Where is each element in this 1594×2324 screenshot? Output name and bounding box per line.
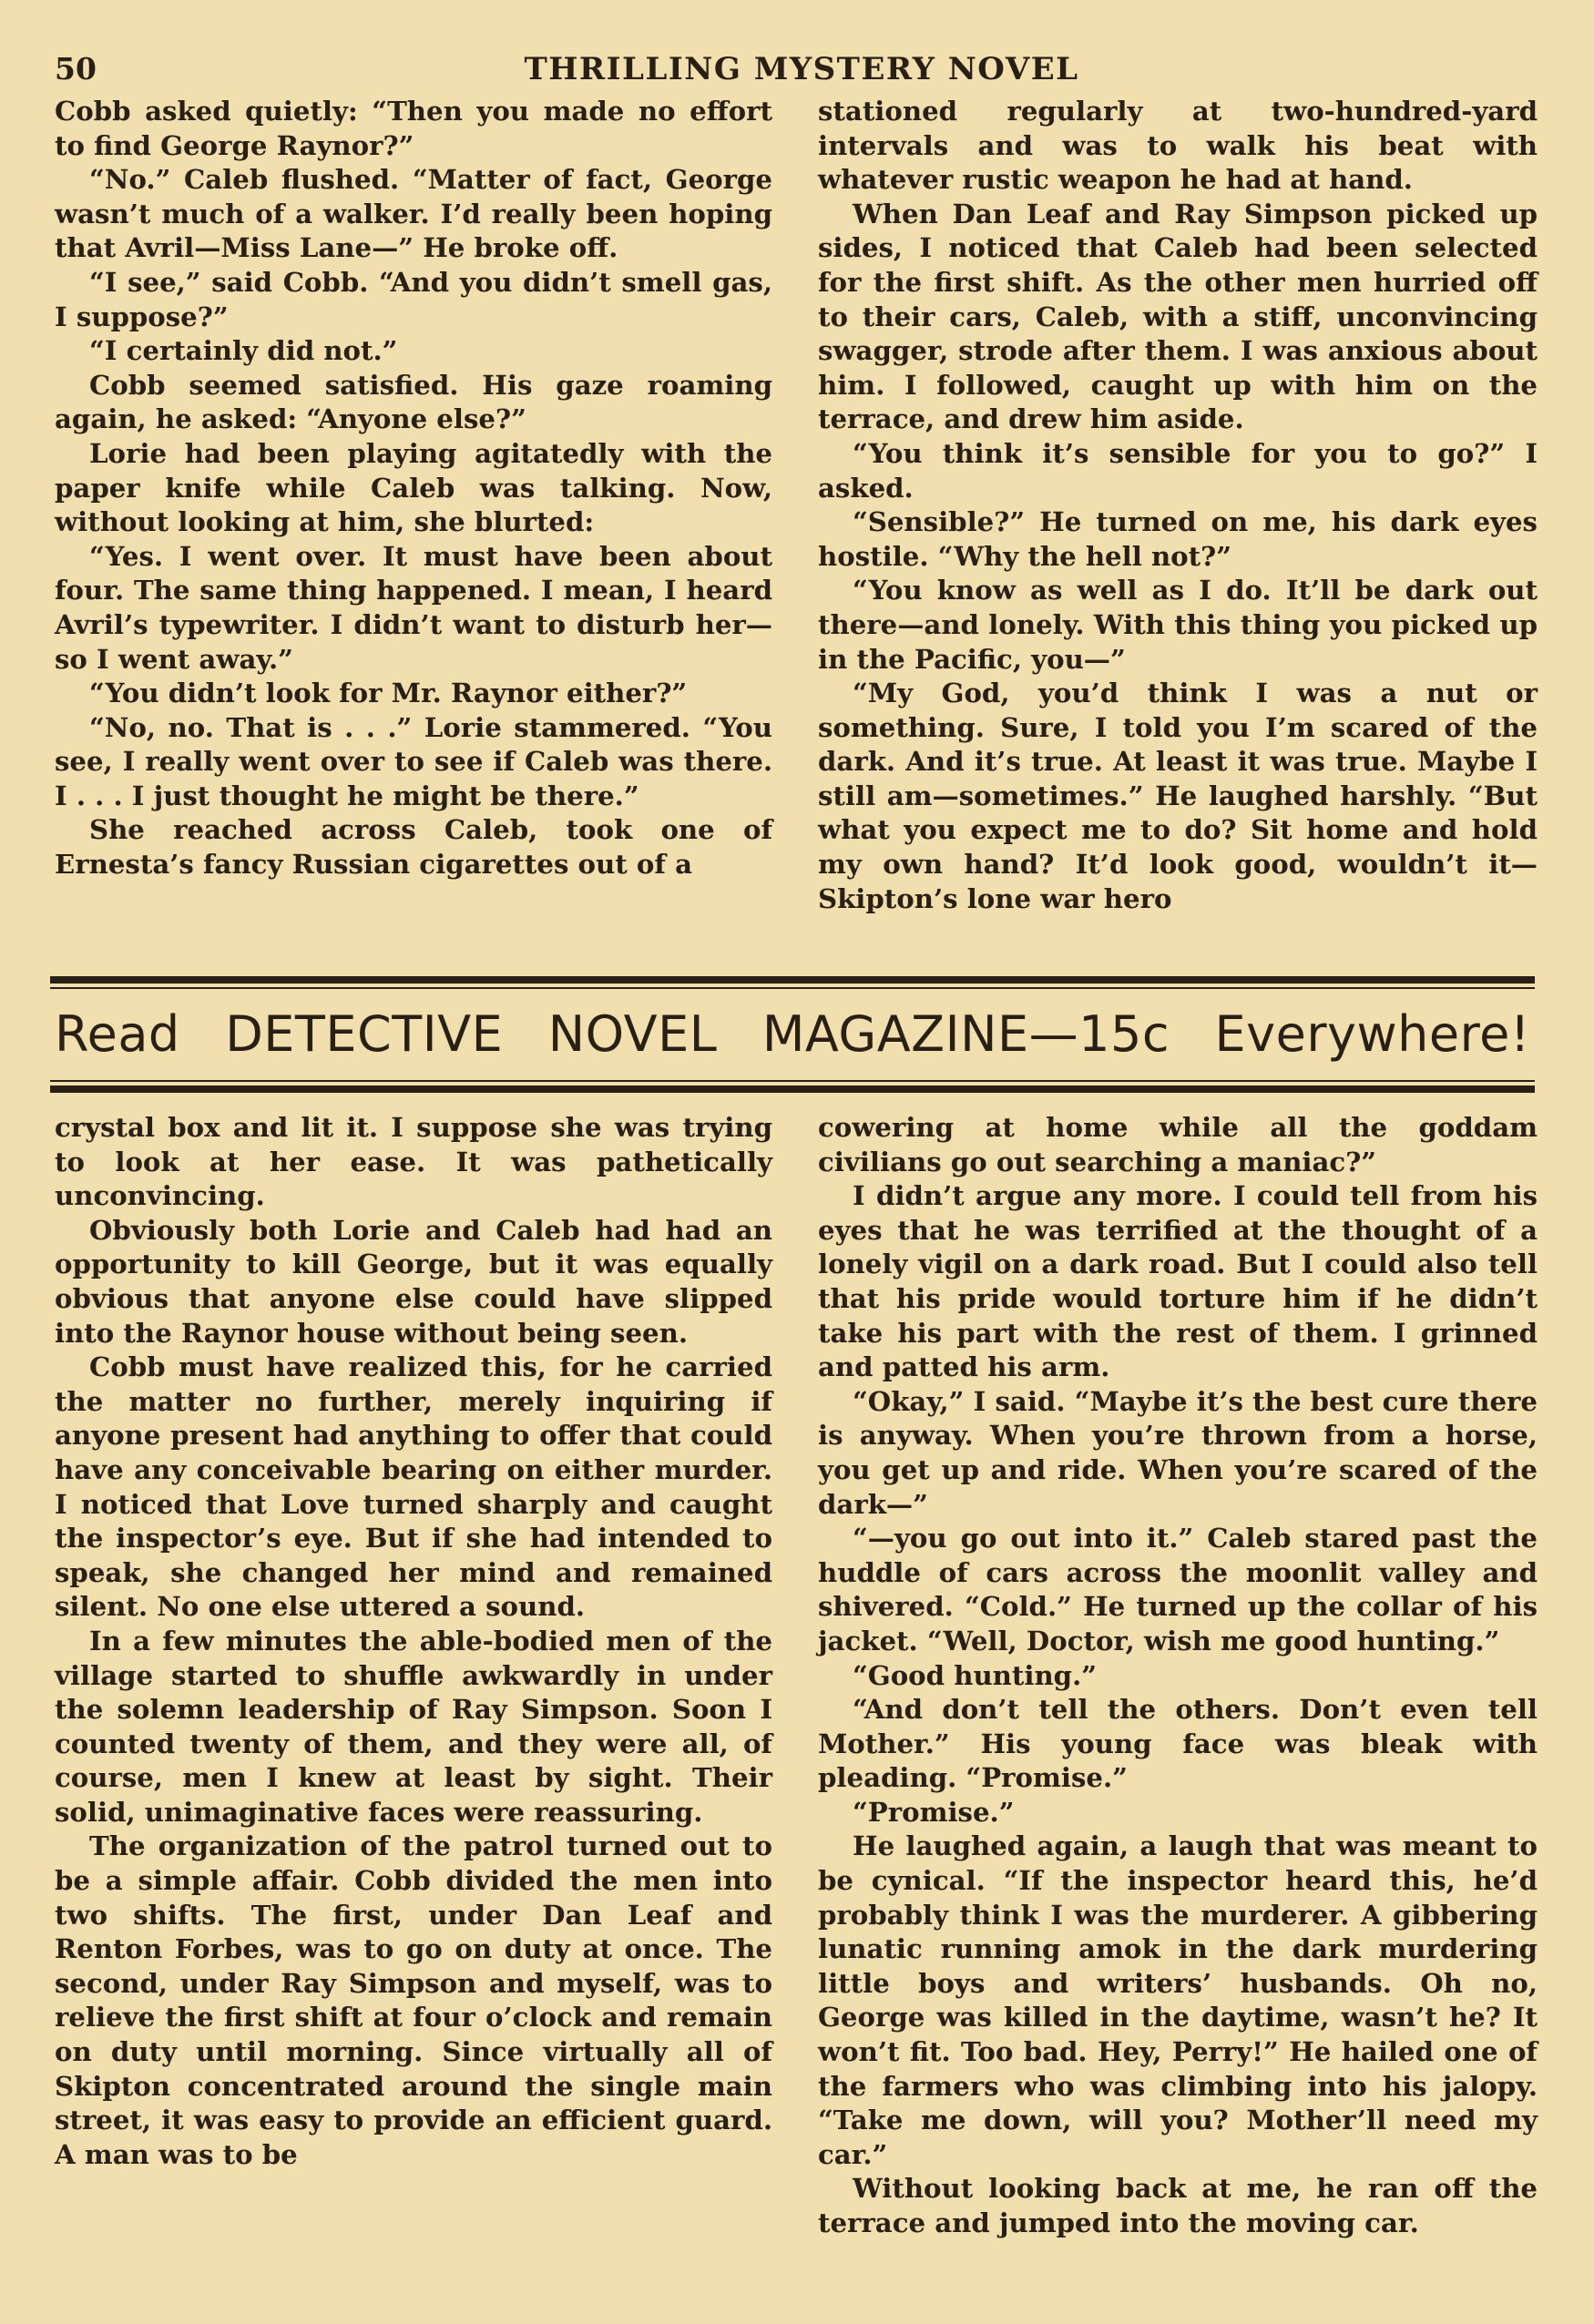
paragraph: “Okay,” I said. “Maybe it’s the best cure there is anyway. When you’re thrown from a horse, you get up and ride. When you’re scared of the dark—” (818, 1385, 1538, 1520)
paragraph-continued: stationed regularly at two-hundred-yard intervals and was to walk his beat with whatever rustic weapon he had at hand. (818, 96, 1538, 196)
paragraph: “—you go out into it.” Caleb stared past the huddle of cars across the moonlit valley and shivered. “Cold.” He turned up the collar of his jacket. “Well, Doctor, wish me good hunting.” (818, 1523, 1538, 1656)
column-top-right (818, 95, 1538, 916)
ad-word: MAGAZINE—15c (761, 1005, 1170, 1063)
paragraph: Lorie had been playing agitatedly with the paper knife while Caleb was talking. Now, without looking at him, she blurted: (55, 437, 772, 538)
paragraph: “Promise.” (853, 1796, 1015, 1828)
divider-rule (50, 976, 1535, 984)
paragraph: “You think it’s sensible for you to go?” I asked. (818, 437, 1538, 504)
paragraph: Obviously both Lorie and Caleb had had an opportunity to kill George, but it was equally obvious that anyone else could have slipped into the Raynor house without being seen. (55, 1214, 772, 1349)
paragraph: Cobb asked quietly: “Then you made no effort to find George Raynor?” (55, 96, 772, 161)
ad-word: DETECTIVE (225, 1005, 504, 1063)
page-header (55, 46, 1548, 91)
paragraph: She reached across Caleb, took one of Ernesta’s fancy Russian cigarettes out of a (55, 814, 772, 881)
paragraph: The organization of the patrol turned out to be a simple affair. Cobb divided the men into two shifts. The first, under Dan Leaf and Renton Forbes, was to go on duty at once. The second, under Ray Simpson and myself, was to relieve the first shift at four o’clock and remain on duty until morning. Since virtually all of Skipton concentrated around the single main street, it was easy to provide an efficient guard. A man was to be (55, 1830, 772, 2170)
ad-word: Everywhere! (1214, 1005, 1530, 1063)
paragraph: “Yes. I went over. It must have been about four. The same thing happened. I mean, I heard Avril’s typewriter. I didn’t want to disturb her—so I went away.” (55, 540, 772, 675)
advertisement-text (55, 996, 1530, 1073)
paragraph: Cobb must have realized this, for he carried the matter no further, merely inquiring if anyone present had anything to offer that could have any conceivable bearing on either murder. I noticed that Love turned sharply and caught the inspector’s eye. But if she had intended to speak, she changed her mind and remained silent. No one else uttered a sound. (55, 1351, 772, 1623)
column-top-left (55, 95, 772, 882)
divider-rule (50, 987, 1535, 989)
paragraph: “Sensible?” He turned on me, his dark eyes hostile. “Why the hell not?” (818, 506, 1538, 572)
paragraph: When Dan Leaf and Ray Simpson picked up sides, I noticed that Caleb had been selected for the first shift. As the other men hurried off to their cars, Caleb, with a stiff, unconvincing swagger, strode after them. I was anxious about him. I followed, caught up with him on the terrace, and drew him aside. (818, 198, 1538, 435)
paragraph: “You know as well as I do. It’ll be dark out there—and lonely. With this thing you picked up in the Pacific, you—” (818, 575, 1538, 675)
divider-rule (50, 1080, 1535, 1082)
paragraph: “No, no. That is . . .” Lorie stammered. “You see, I really went over to see if Caleb was there. I . . . I just thought he might be there.” (55, 711, 772, 811)
column-bottom-left (55, 1111, 772, 2172)
paragraph: Cobb seemed satisfied. His gaze roaming again, he asked: “Anyone else?” (55, 369, 772, 435)
paragraph: “My God, you’d think I was a nut or something. Sure, I told you I’m scared of the dark. And it’s true. At least it was true. Maybe I still am—sometimes.” He laughed harshly. “But what you expect me to do? Sit home and hold my own hand? It’d look good, wouldn’t it—Skipton’s lone war hero (818, 678, 1538, 914)
paragraph: “You didn’t look for Mr. Raynor either?” (89, 678, 688, 709)
paragraph: In a few minutes the able-bodied men of the village started to shuffle awkwardly in under the solemn leadership of Ray Simpson. Soon I counted twenty of them, and they were all, of course, men I knew at least by sight. Their solid, unimaginative faces were reassuring. (55, 1625, 772, 1828)
paragraph: “Good hunting.” (853, 1659, 1098, 1691)
paragraph-continued: crystal box and lit it. I suppose she was trying to look at her ease. It was pathetically unconvincing. (55, 1112, 772, 1212)
paragraph: “I see,” said Cobb. “And you didn’t smell gas, I suppose?” (55, 266, 772, 332)
paragraph: Without looking back at me, he ran off the terrace and jumped into the moving car. (818, 2173, 1538, 2238)
paragraph-continued: cowering at home while all the goddam civilians go out searching a maniac?” (818, 1112, 1538, 1177)
ad-word: Read (55, 1005, 180, 1063)
ad-word: NOVEL (547, 1005, 718, 1063)
paragraph: “No.” Caleb flushed. “Matter of fact, George wasn’t much of a walker. I’d really been hoping that Avril—Miss Lane—” He broke off. (55, 164, 772, 264)
paragraph: “And don’t tell the others. Don’t even tell Mother.” His young face was bleak with pleading. “Promise.” (818, 1694, 1538, 1794)
column-bottom-right (818, 1111, 1538, 2241)
page-number: 50 (55, 51, 97, 87)
divider-rule (50, 1086, 1535, 1093)
paragraph: He laughed again, a laugh that was meant to be cynical. “If the inspector heard this, he’d probably think I was the murderer. A gibbering lunatic running amok in the dark murdering little boys and writers’ husbands. Oh no, George was killed in the daytime, wasn’t he? It won’t fit. Too bad. Hey, Perry!” He hailed one of the farmers who was climbing into his jalopy. “Take me down, will you? Mother’ll need my car.” (818, 1830, 1538, 2170)
paragraph: “I certainly did not.” (89, 335, 398, 367)
paragraph: I didn’t argue any more. I could tell from his eyes that he was terrified at the thought of a lonely vigil on a dark road. But I could also tell that his pride would torture him if he didn’t take his part with the rest of them. I grinned and patted his arm. (818, 1180, 1538, 1383)
running-head: THRILLING MYSTERY NOVEL (524, 51, 1079, 87)
advertisement-banner (50, 967, 1535, 1104)
